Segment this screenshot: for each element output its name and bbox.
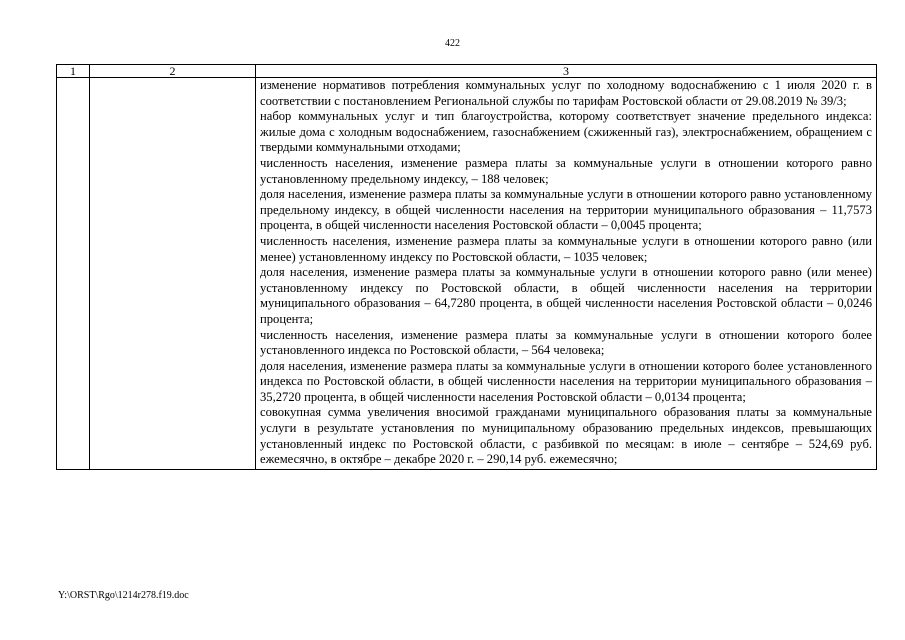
text-paragraph: численность населения, изменение размера платы за коммунальные услуги в отношении которого равно установленному предельному индексу, – 188 человек; (260, 155, 872, 186)
column-header-1: 1 (57, 65, 90, 78)
text-paragraph: доля населения, изменение размера платы за коммунальные услуги в отношении которого равно установленному предельному индексу, в общей численности населения на территории муниципального образования – 11,7573 процента, в общей численности населения Ростовской области – 0,0045 процента; (260, 187, 872, 233)
column-header-2: 2 (90, 65, 256, 78)
text-paragraph: доля населения, изменение размера платы за коммунальные услуги в отношении которого равно (или менее) установленному индексу по Ростовской области, в общей численности населения на территории муниципального образования – 64,7280 процента, в общей численности населения Ростовской области – 0,0246 процента; (260, 265, 872, 326)
text-paragraph: набор коммунальных услуг и тип благоустройства, которому соответствует значение предельного индекса: жилые дома с холодным водоснабжением, газоснабжением (сжиженный газ), электроснабжением, обращением с твердыми коммунальными отходами; (260, 109, 872, 155)
table-cell-col-1 (57, 78, 90, 470)
text-paragraph: изменение нормативов потребления коммунальных услуг по холодному водоснабжению с 1 июля 2020 г. в соответствии с постановлением Региональной службы по тарифам Ростовской области от 29.08.2019 № 39/3; (260, 78, 872, 108)
text-paragraph: совокупная сумма увеличения вносимой гражданами муниципального образования платы за коммунальные услуги в результате установления по муниципальному образованию предельных индексов, превышающих установленный индекс по Ростовской области, с разбивкой по месяцам: в июле – сентябре – 524,69 руб. ежемесячно, в октябре – декабре 2020 г. – 290,14 руб. ежемесячно; (260, 405, 872, 467)
document-table (56, 64, 877, 470)
text-paragraph: доля населения, изменение размера платы за коммунальные услуги в отношении которого более установленного индекса по Ростовской области, в общей численности населения на территории муниципального образования – 35,2720 процента, в общей численности населения Ростовской области – 0,0134 процента; (260, 358, 872, 404)
table-cell-col-2 (90, 78, 256, 470)
table-cell-col-3 (256, 78, 877, 470)
table-row (57, 78, 877, 470)
text-paragraph: численность населения, изменение размера платы за коммунальные услуги в отношении которого более установленного индекса по Ростовской области, – 564 человека; (260, 327, 872, 358)
footer-file-path: Y:\ORST\Rgo\1214r278.f19.doc (58, 590, 189, 601)
column-header-3: 3 (256, 65, 877, 78)
table-header-row (57, 65, 877, 78)
text-paragraph: численность населения, изменение размера платы за коммунальные услуги в отношении которого равно (или менее) установленному индексу по Ростовской области, – 1035 человек; (260, 233, 872, 264)
page-number: 422 (445, 38, 460, 49)
